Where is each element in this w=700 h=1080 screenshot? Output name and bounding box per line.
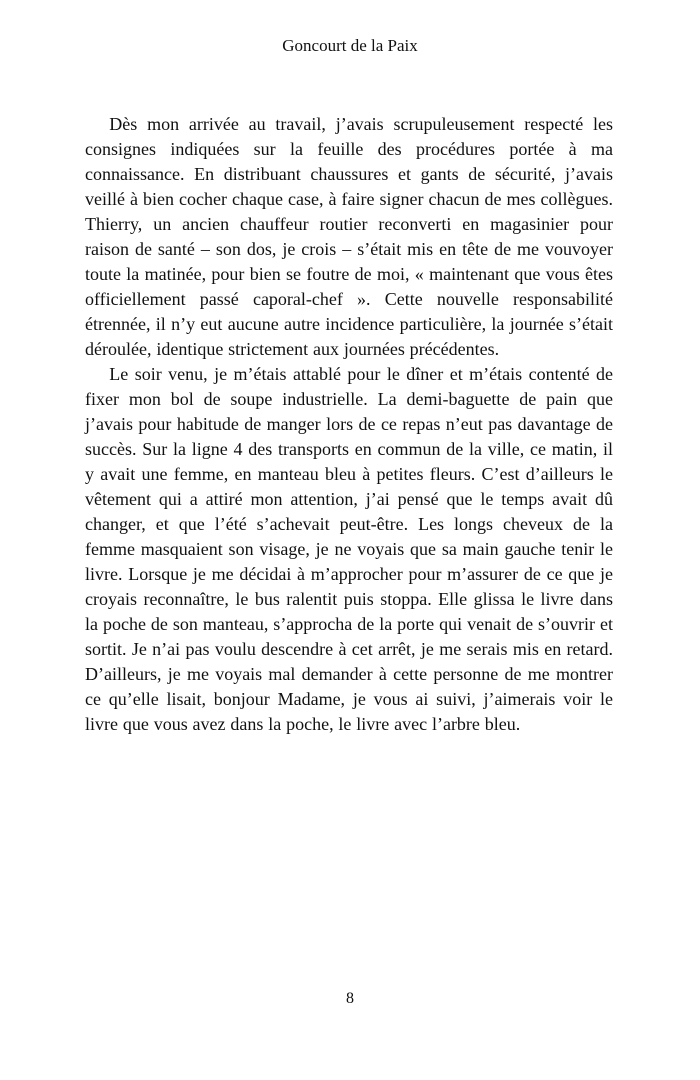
paragraph-2: Le soir venu, je m’étais attablé pour le dîner et m’étais contenté de fixer mon bol de soupe industrielle. La demi-baguette de pain que j’avais pour habitude de manger lors de ce repas n’eut pas davantage de succès. Sur la ligne 4 des transports en commun de la ville, ce matin, il y avait une femme, en manteau bleu à petites fleurs. C’est d’ailleurs le vêtement qui a attiré mon attention, j’ai pensé que le temps avait dû changer, et que l’été s’achevait peut-être. Les longs cheveux de la femme masquaient son visage, je ne voyais que sa main gauche tenir le livre. Lorsque je me décidai à m’approcher pour m’assurer de ce que je croyais reconnaître, le bus ralentit puis stoppa. Elle glissa le livre dans la poche de son manteau, s’approcha de la porte qui venait de s’ouvrir et sortit. Je n’ai pas voulu descendre à cet arrêt, je me serais mis en retard. D’ailleurs, je me voyais mal demander à cette personne de me montrer ce qu’elle lisait, bonjour Madame, je vous ai suivi, j’aimerais voir le livre que vous avez dans la poche, le livre avec l’arbre bleu.: [85, 364, 613, 734]
running-header: Goncourt de la Paix: [282, 36, 418, 55]
paragraph-1: Dès mon arrivée au travail, j’avais scrupuleusement respecté les consignes indiquées sur la feuille des procédures portée à ma connaissance. En distribuant chaussures et gants de sécurité, j’avais veillé à bien cocher chaque case, à faire signer chacun de mes collègues. Thierry, un ancien chauffeur routier reconverti en magasinier pour raison de santé – son dos, je crois – s’était mis en tête de me vouvoyer toute la matinée, pour bien se foutre de moi, « maintenant que vous êtes officiellement passé caporal-chef ». Cette nouvelle responsabilité étrennée, il n’y eut aucune autre incidence particulière, la journée s’était déroulée, identique strictement aux journées précédentes.: [85, 114, 613, 359]
page-number: 8: [346, 990, 354, 1007]
body-text: [85, 112, 613, 737]
